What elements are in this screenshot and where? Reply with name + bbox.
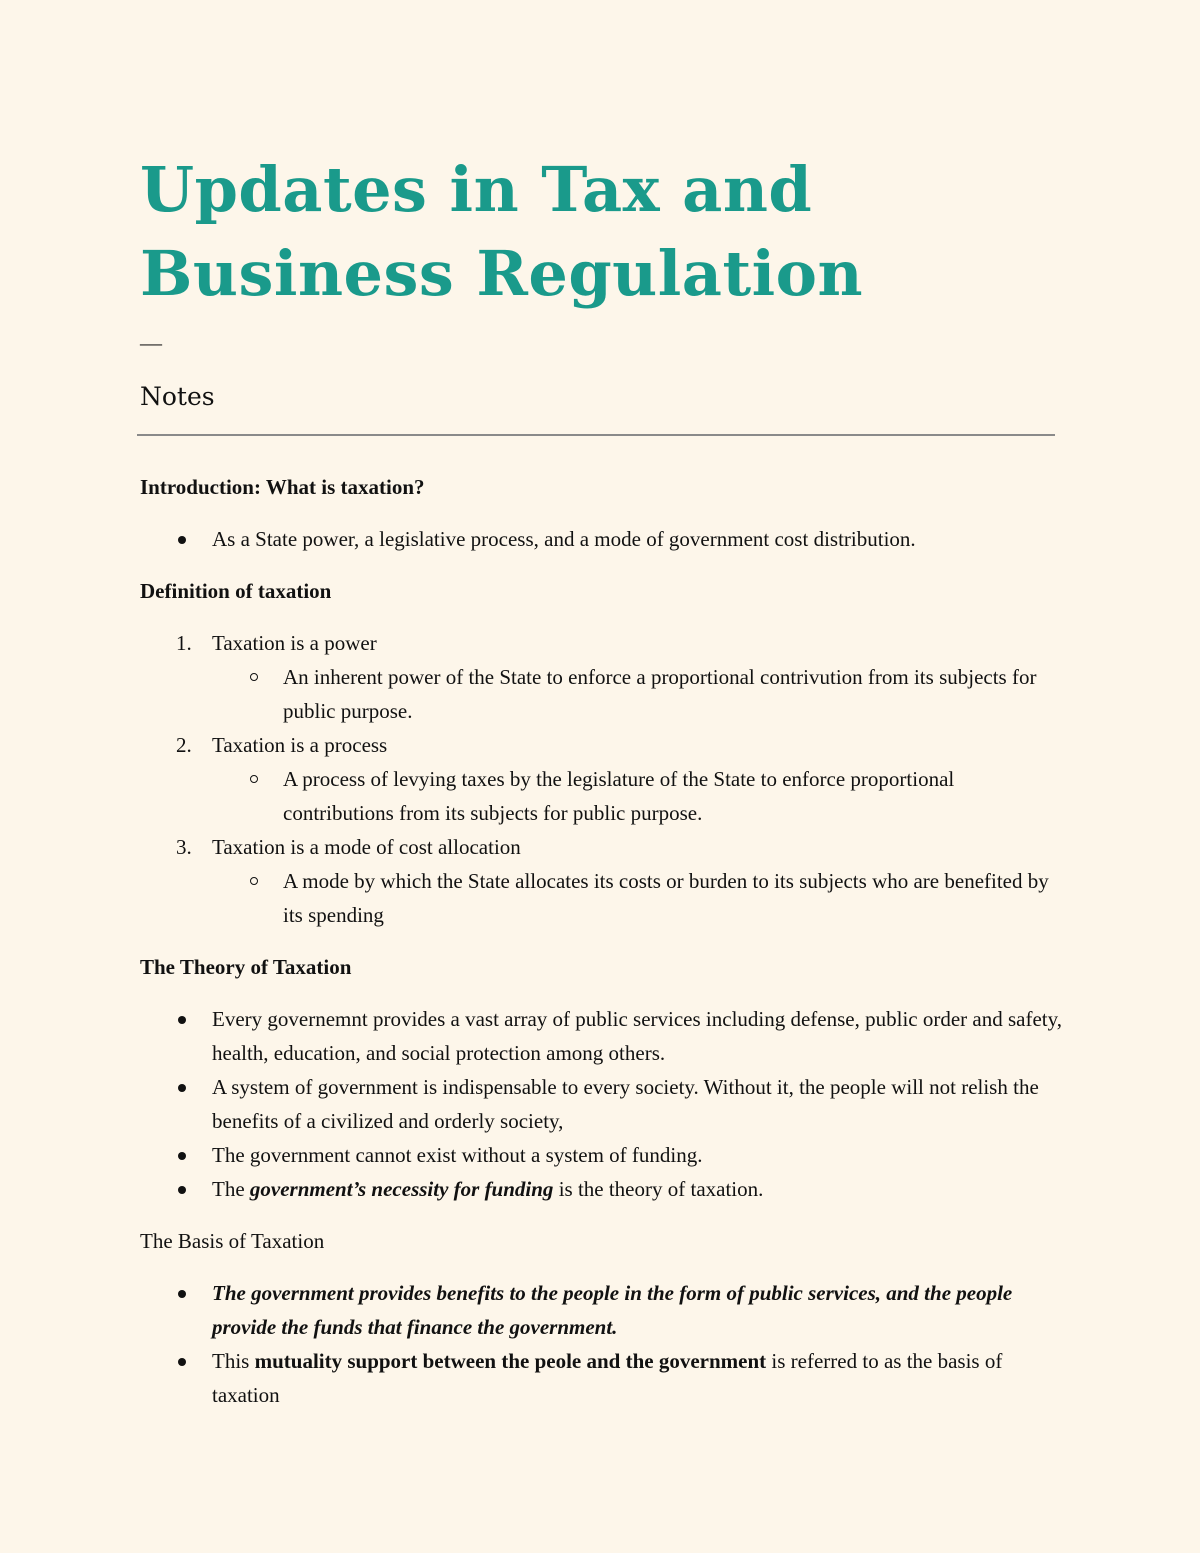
list-item <box>140 1276 1062 1344</box>
title-dash: — <box>140 330 162 355</box>
list-number: 2. <box>176 733 192 757</box>
sub-list-item <box>140 864 1062 932</box>
emphasis-text: The government provides benefits to the people in the form of public services, and the people provide the funds that finance the government. <box>212 1281 1013 1339</box>
bullet-icon <box>178 1358 186 1366</box>
list-item-text: Taxation is a process <box>212 733 388 757</box>
list-item <box>140 1344 1062 1412</box>
theory-list <box>140 1002 1062 1206</box>
document-title: Updates in Tax and Business Regulation <box>140 153 864 310</box>
definition-heading: Definition of taxation <box>140 579 332 603</box>
bullet-icon <box>178 1152 186 1160</box>
list-item <box>140 626 1062 660</box>
list-item <box>140 1002 1062 1070</box>
sub-list-item <box>140 660 1062 728</box>
intro-list <box>140 522 1062 556</box>
bold-text: mutuality support between the peole and the government <box>254 1349 767 1373</box>
hollow-bullet-icon <box>250 877 258 885</box>
list-item-text-before: The <box>212 1177 250 1201</box>
basis-list <box>140 1276 1062 1412</box>
list-item-text: Every governemnt provides a vast array of public services including defense, public order and safety, health, education, and social protection among others. <box>212 1007 1063 1065</box>
document-page <box>140 148 1062 1412</box>
bullet-icon <box>178 536 186 544</box>
list-item-text-before: This <box>212 1349 255 1373</box>
list-item-text: Taxation is a mode of cost allocation <box>212 835 521 859</box>
sub-item-text: An inherent power of the State to enforce a proportional contrivution from its subjects for public purpose. <box>283 665 1037 723</box>
bullet-icon <box>178 1186 186 1194</box>
list-item-text: The government cannot exist without a system of funding. <box>212 1143 703 1167</box>
list-item <box>140 522 1062 556</box>
list-number: 1. <box>176 631 192 655</box>
list-number: 3. <box>176 835 192 859</box>
notes-heading: Notes <box>140 382 215 411</box>
sub-list-item <box>140 762 1062 830</box>
list-item-text: Taxation is a power <box>212 631 377 655</box>
list-item-text-after: is referred to as the basis of taxation <box>212 1349 1003 1407</box>
list-item-text-after: is the theory of taxation. <box>553 1177 764 1201</box>
hollow-bullet-icon <box>250 673 258 681</box>
bullet-icon <box>178 1016 186 1024</box>
list-item-text: A system of government is indispensable to every society. Without it, the people will not relish the benefits of a civilized and orderly society, <box>212 1075 1039 1133</box>
theory-heading: The Theory of Taxation <box>140 955 352 979</box>
intro-heading: Introduction: What is taxation? <box>140 475 425 499</box>
basis-heading: The Basis of Taxation <box>140 1229 325 1253</box>
list-item <box>140 1070 1062 1138</box>
sub-item-text: A mode by which the State allocates its costs or burden to its subjects who are benefited by its spending <box>283 869 1049 927</box>
list-item <box>140 1172 1062 1206</box>
list-item <box>140 830 1062 864</box>
sub-item-text: A process of levying taxes by the legislature of the State to enforce proportional contributions from its subjects for public purpose. <box>283 767 955 825</box>
list-item-text: As a State power, a legislative process, and a mode of government cost distribution. <box>212 527 916 551</box>
list-item <box>140 1138 1062 1172</box>
bullet-icon <box>178 1290 186 1298</box>
hollow-bullet-icon <box>250 775 258 783</box>
bullet-icon <box>178 1084 186 1092</box>
list-item <box>140 728 1062 762</box>
emphasis-text: government’s necessity for funding <box>249 1177 554 1201</box>
definition-list <box>140 626 1062 932</box>
